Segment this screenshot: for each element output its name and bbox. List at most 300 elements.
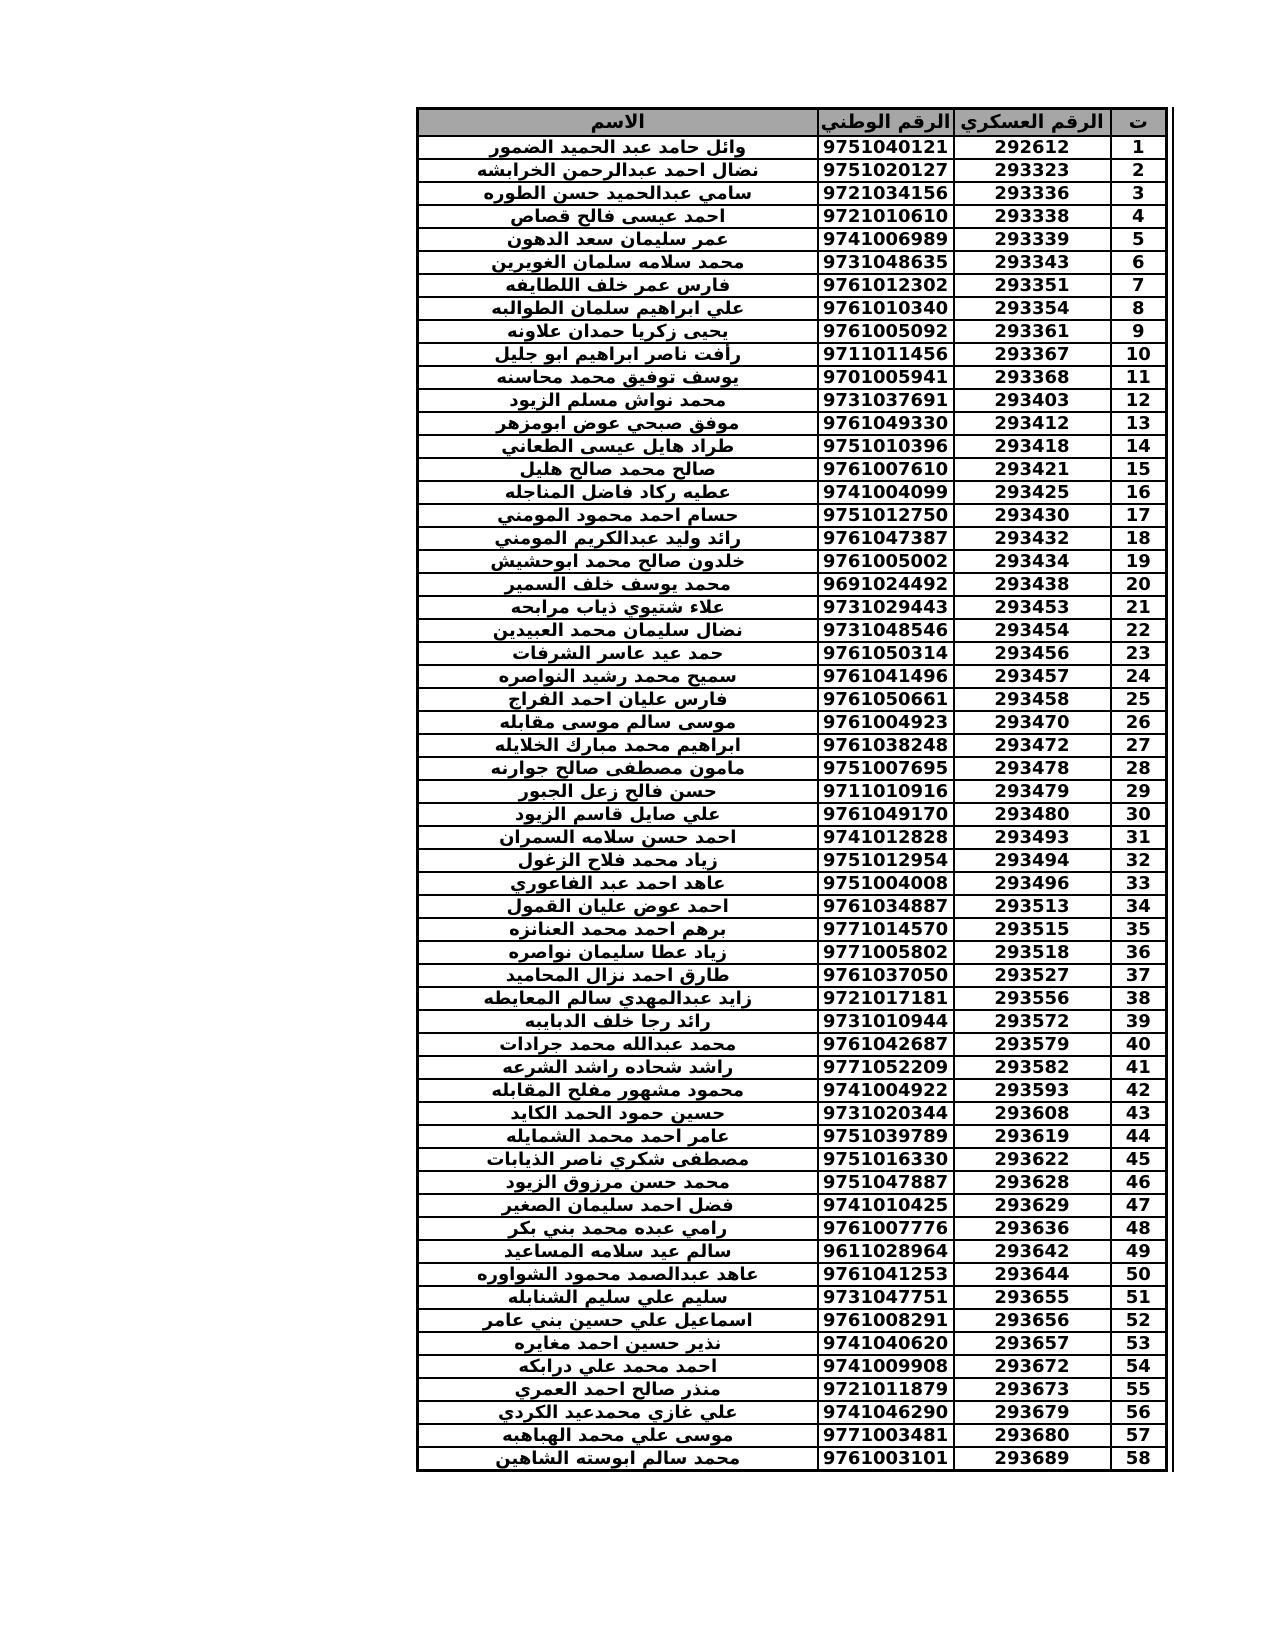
cell-military: 293608	[954, 1102, 1111, 1125]
cell-national: 9761041253	[818, 1263, 954, 1286]
cell-serial: 48	[1111, 1217, 1167, 1240]
cell-national: 9761005092	[818, 320, 954, 343]
table-row	[418, 1194, 1167, 1217]
table-row	[418, 504, 1167, 527]
cell-military: 293336	[954, 182, 1111, 205]
cell-national: 9761010340	[818, 297, 954, 320]
cell-name: محمد يوسف خلف السمير	[418, 573, 818, 596]
table-row	[418, 1309, 1167, 1332]
table-row	[418, 918, 1167, 941]
cell-serial: 6	[1111, 251, 1167, 274]
table-row	[418, 964, 1167, 987]
cell-serial: 28	[1111, 757, 1167, 780]
cell-name: علي ابراهيم سلمان الطوالبه	[418, 297, 818, 320]
cell-serial: 1	[1111, 136, 1167, 159]
cell-national: 9711011456	[818, 343, 954, 366]
cell-name: موسى علي محمد الهباهبه	[418, 1424, 818, 1447]
cell-military: 293438	[954, 573, 1111, 596]
cell-national: 9741046290	[818, 1401, 954, 1424]
cell-national: 9761047387	[818, 527, 954, 550]
cell-serial: 43	[1111, 1102, 1167, 1125]
table-row	[418, 1263, 1167, 1286]
cell-national: 9741004922	[818, 1079, 954, 1102]
table-row	[418, 1125, 1167, 1148]
cell-name: زايد عبدالمهدي سالم المعايطه	[418, 987, 818, 1010]
table-row	[418, 1286, 1167, 1309]
cell-national: 9721017181	[818, 987, 954, 1010]
cell-military: 293421	[954, 458, 1111, 481]
cell-name: فضل احمد سليمان الصغير	[418, 1194, 818, 1217]
cell-serial: 58	[1111, 1447, 1167, 1471]
cell-serial: 2	[1111, 159, 1167, 182]
cell-serial: 45	[1111, 1148, 1167, 1171]
table-row	[418, 688, 1167, 711]
cell-national: 9761003101	[818, 1447, 954, 1471]
table-row	[418, 274, 1167, 297]
roster-body	[418, 136, 1167, 1471]
cell-national: 9741004099	[818, 481, 954, 504]
cell-national: 9741009908	[818, 1355, 954, 1378]
cell-name: رأفت ناصر ابراهيم ابو جليل	[418, 343, 818, 366]
cell-national: 9721011879	[818, 1378, 954, 1401]
cell-military: 293657	[954, 1332, 1111, 1355]
cell-name: عطيه ركاد فاضل المناجله	[418, 481, 818, 504]
cell-military: 293432	[954, 527, 1111, 550]
cell-national: 9721010610	[818, 205, 954, 228]
cell-name: زياد عطا سليمان نواصره	[418, 941, 818, 964]
cell-national: 9731037691	[818, 389, 954, 412]
header-serial: ت	[1111, 109, 1167, 137]
cell-name: حسن فالح زعل الجبور	[418, 780, 818, 803]
cell-military: 293689	[954, 1447, 1111, 1471]
cell-name: مصطفى شكري ناصر الذيابات	[418, 1148, 818, 1171]
cell-serial: 55	[1111, 1378, 1167, 1401]
cell-name: علاء شتيوي ذياب مرابحه	[418, 596, 818, 619]
cell-serial: 42	[1111, 1079, 1167, 1102]
cell-serial: 25	[1111, 688, 1167, 711]
cell-military: 293456	[954, 642, 1111, 665]
header-national: الرقم الوطني	[818, 109, 954, 137]
table-row	[418, 941, 1167, 964]
cell-military: 293579	[954, 1033, 1111, 1056]
cell-name: نضال احمد عبدالرحمن الخرابشه	[418, 159, 818, 182]
cell-military: 293644	[954, 1263, 1111, 1286]
cell-national: 9761034887	[818, 895, 954, 918]
cell-military: 292612	[954, 136, 1111, 159]
cell-name: احمد محمد علي درابكه	[418, 1355, 818, 1378]
cell-serial: 16	[1111, 481, 1167, 504]
cell-serial: 20	[1111, 573, 1167, 596]
cell-name: علي غازي محمدعيد الكردي	[418, 1401, 818, 1424]
table-row	[418, 136, 1167, 159]
cell-national: 9761007776	[818, 1217, 954, 1240]
cell-serial: 11	[1111, 366, 1167, 389]
cell-national: 9761004923	[818, 711, 954, 734]
cell-name: طارق احمد نزال المحاميد	[418, 964, 818, 987]
cell-serial: 30	[1111, 803, 1167, 826]
table-row	[418, 182, 1167, 205]
table-row	[418, 826, 1167, 849]
cell-national: 9761038248	[818, 734, 954, 757]
cell-military: 293472	[954, 734, 1111, 757]
table-row	[418, 803, 1167, 826]
cell-military: 293493	[954, 826, 1111, 849]
table-row	[418, 642, 1167, 665]
cell-national: 9771014570	[818, 918, 954, 941]
cell-national: 9761005002	[818, 550, 954, 573]
cell-military: 293582	[954, 1056, 1111, 1079]
cell-name: اسماعيل علي حسين بني عامر	[418, 1309, 818, 1332]
cell-name: نذير حسين احمد مغايره	[418, 1332, 818, 1355]
cell-military: 293351	[954, 274, 1111, 297]
table-row	[418, 1102, 1167, 1125]
cell-military: 293368	[954, 366, 1111, 389]
cell-military: 293323	[954, 159, 1111, 182]
cell-national: 9751047887	[818, 1171, 954, 1194]
cell-serial: 22	[1111, 619, 1167, 642]
cell-military: 293434	[954, 550, 1111, 573]
cell-national: 9721034156	[818, 182, 954, 205]
cell-name: محمد عبدالله محمد جرادات	[418, 1033, 818, 1056]
cell-national: 9701005941	[818, 366, 954, 389]
cell-name: حسين حمود الحمد الكايد	[418, 1102, 818, 1125]
cell-national: 9771003481	[818, 1424, 954, 1447]
cell-national: 9751012954	[818, 849, 954, 872]
cell-national: 9761042687	[818, 1033, 954, 1056]
cell-national: 9761007610	[818, 458, 954, 481]
table-row	[418, 1171, 1167, 1194]
cell-serial: 47	[1111, 1194, 1167, 1217]
table-row	[418, 251, 1167, 274]
table-row	[418, 665, 1167, 688]
cell-serial: 52	[1111, 1309, 1167, 1332]
cell-serial: 19	[1111, 550, 1167, 573]
cell-serial: 32	[1111, 849, 1167, 872]
cell-military: 293572	[954, 1010, 1111, 1033]
cell-military: 293680	[954, 1424, 1111, 1447]
table-row	[418, 1401, 1167, 1424]
table-row	[418, 1240, 1167, 1263]
table-row	[418, 1378, 1167, 1401]
cell-name: رامي عبده محمد بني بكر	[418, 1217, 818, 1240]
table-row	[418, 1447, 1167, 1471]
cell-serial: 44	[1111, 1125, 1167, 1148]
cell-military: 293457	[954, 665, 1111, 688]
table-row	[418, 205, 1167, 228]
cell-serial: 49	[1111, 1240, 1167, 1263]
cell-military: 293453	[954, 596, 1111, 619]
table-row	[418, 1332, 1167, 1355]
table-row	[418, 297, 1167, 320]
cell-military: 293622	[954, 1148, 1111, 1171]
cell-military: 293679	[954, 1401, 1111, 1424]
cell-military: 293556	[954, 987, 1111, 1010]
table-row	[418, 458, 1167, 481]
cell-serial: 40	[1111, 1033, 1167, 1056]
cell-national: 9731047751	[818, 1286, 954, 1309]
cell-serial: 5	[1111, 228, 1167, 251]
cell-name: طراد هايل عيسى الطعاني	[418, 435, 818, 458]
table-row	[418, 527, 1167, 550]
cell-serial: 46	[1111, 1171, 1167, 1194]
cell-serial: 23	[1111, 642, 1167, 665]
cell-name: عاهد احمد عبد الفاعوري	[418, 872, 818, 895]
roster-table	[416, 107, 1168, 1472]
header-row	[418, 109, 1167, 137]
cell-military: 293515	[954, 918, 1111, 941]
cell-national: 9731048635	[818, 251, 954, 274]
cell-name: احمد حسن سلامه السمران	[418, 826, 818, 849]
cell-serial: 50	[1111, 1263, 1167, 1286]
cell-name: محمود مشهور مفلح المقابله	[418, 1079, 818, 1102]
cell-national: 9691024492	[818, 573, 954, 596]
cell-serial: 38	[1111, 987, 1167, 1010]
table-row	[418, 734, 1167, 757]
cell-military: 293470	[954, 711, 1111, 734]
cell-military: 293354	[954, 297, 1111, 320]
cell-military: 293454	[954, 619, 1111, 642]
table-row	[418, 849, 1167, 872]
cell-national: 9731048546	[818, 619, 954, 642]
cell-national: 9761050661	[818, 688, 954, 711]
cell-national: 9761008291	[818, 1309, 954, 1332]
cell-name: موسى سالم موسى مقابله	[418, 711, 818, 734]
cell-serial: 15	[1111, 458, 1167, 481]
cell-name: حسام احمد محمود المومني	[418, 504, 818, 527]
table-row	[418, 228, 1167, 251]
cell-serial: 51	[1111, 1286, 1167, 1309]
table-row	[418, 1355, 1167, 1378]
cell-name: وائل حامد عبد الحميد الضمور	[418, 136, 818, 159]
cell-military: 293339	[954, 228, 1111, 251]
table-row	[418, 1056, 1167, 1079]
cell-national: 9761041496	[818, 665, 954, 688]
cell-national: 9711010916	[818, 780, 954, 803]
cell-serial: 21	[1111, 596, 1167, 619]
table-row	[418, 389, 1167, 412]
cell-name: سميح محمد رشيد النواصره	[418, 665, 818, 688]
cell-serial: 8	[1111, 297, 1167, 320]
cell-national: 9751004008	[818, 872, 954, 895]
cell-name: برهم احمد محمد العنانزه	[418, 918, 818, 941]
table-row	[418, 711, 1167, 734]
cell-national: 9731010944	[818, 1010, 954, 1033]
cell-name: عاهد عبدالصمد محمود الشواوره	[418, 1263, 818, 1286]
cell-national: 9751012750	[818, 504, 954, 527]
cell-name: رائد وليد عبدالكريم المومني	[418, 527, 818, 550]
cell-serial: 54	[1111, 1355, 1167, 1378]
cell-national: 9761037050	[818, 964, 954, 987]
cell-national: 9731020344	[818, 1102, 954, 1125]
cell-military: 293494	[954, 849, 1111, 872]
cell-name: سامي عبدالحميد حسن الطوره	[418, 182, 818, 205]
cell-military: 293629	[954, 1194, 1111, 1217]
table-row	[418, 872, 1167, 895]
table-row	[418, 366, 1167, 389]
cell-name: يوسف توفيق محمد محاسنه	[418, 366, 818, 389]
cell-national: 9761049170	[818, 803, 954, 826]
table-row	[418, 550, 1167, 573]
cell-military: 293458	[954, 688, 1111, 711]
cell-name: منذر صالح احمد العمري	[418, 1378, 818, 1401]
cell-name: سليم علي سليم الشنابله	[418, 1286, 818, 1309]
cell-serial: 10	[1111, 343, 1167, 366]
cell-national: 9741012828	[818, 826, 954, 849]
cell-military: 293479	[954, 780, 1111, 803]
cell-national: 9611028964	[818, 1240, 954, 1263]
cell-serial: 9	[1111, 320, 1167, 343]
header-name: الاسم	[418, 109, 818, 137]
cell-national: 9751010396	[818, 435, 954, 458]
cell-military: 293656	[954, 1309, 1111, 1332]
table-row	[418, 1010, 1167, 1033]
cell-name: عمر سليمان سعد الدهون	[418, 228, 818, 251]
header-military: الرقم العسكري	[954, 109, 1111, 137]
table-row	[418, 343, 1167, 366]
cell-military: 293403	[954, 389, 1111, 412]
cell-national: 9761050314	[818, 642, 954, 665]
table-row	[418, 619, 1167, 642]
cell-military: 293478	[954, 757, 1111, 780]
cell-national: 9741040620	[818, 1332, 954, 1355]
cell-name: عامر احمد محمد الشمايله	[418, 1125, 818, 1148]
cell-name: خلدون صالح محمد ابوحشيش	[418, 550, 818, 573]
table-row	[418, 1079, 1167, 1102]
cell-serial: 57	[1111, 1424, 1167, 1447]
cell-military: 293672	[954, 1355, 1111, 1378]
cell-name: يحيى زكريا حمدان علاونه	[418, 320, 818, 343]
cell-national: 9751016330	[818, 1148, 954, 1171]
cell-name: راشد شحاده راشد الشرعه	[418, 1056, 818, 1079]
cell-military: 293628	[954, 1171, 1111, 1194]
table-row	[418, 780, 1167, 803]
cell-name: صالح محمد صالح هليل	[418, 458, 818, 481]
cell-military: 293673	[954, 1378, 1111, 1401]
cell-national: 9731029443	[818, 596, 954, 619]
cell-name: علي صايل قاسم الزيود	[418, 803, 818, 826]
cell-serial: 24	[1111, 665, 1167, 688]
cell-national: 9751007695	[818, 757, 954, 780]
table-row	[418, 1148, 1167, 1171]
table-row	[418, 596, 1167, 619]
cell-name: رائد رجا خلف الدبايبه	[418, 1010, 818, 1033]
cell-name: سالم عيد سلامه المساعيد	[418, 1240, 818, 1263]
cell-national: 9771052209	[818, 1056, 954, 1079]
cell-serial: 56	[1111, 1401, 1167, 1424]
cell-serial: 39	[1111, 1010, 1167, 1033]
cell-serial: 36	[1111, 941, 1167, 964]
table-row	[418, 895, 1167, 918]
cell-name: فارس عليان احمد الفراج	[418, 688, 818, 711]
cell-national: 9761049330	[818, 412, 954, 435]
cell-military: 293593	[954, 1079, 1111, 1102]
cell-national: 9751040121	[818, 136, 954, 159]
table-row	[418, 1424, 1167, 1447]
cell-serial: 37	[1111, 964, 1167, 987]
cell-name: حمد عيد عاسر الشرفات	[418, 642, 818, 665]
roster-header	[418, 109, 1167, 137]
cell-military: 293518	[954, 941, 1111, 964]
cell-military: 293642	[954, 1240, 1111, 1263]
table-row	[418, 1033, 1167, 1056]
roster-table-container	[416, 107, 1168, 1472]
cell-name: زياد محمد فلاح الزغول	[418, 849, 818, 872]
cell-serial: 41	[1111, 1056, 1167, 1079]
cell-name: ابراهيم محمد مبارك الخلايله	[418, 734, 818, 757]
cell-name: مامون مصطفى صالح جوارنه	[418, 757, 818, 780]
cell-name: احمد عوض عليان القمول	[418, 895, 818, 918]
cell-serial: 12	[1111, 389, 1167, 412]
cell-serial: 29	[1111, 780, 1167, 803]
table-row	[418, 1217, 1167, 1240]
cell-serial: 7	[1111, 274, 1167, 297]
cell-serial: 34	[1111, 895, 1167, 918]
cell-name: محمد سالم ابوسته الشاهين	[418, 1447, 818, 1471]
cell-military: 293513	[954, 895, 1111, 918]
cell-military: 293480	[954, 803, 1111, 826]
table-row	[418, 481, 1167, 504]
cell-name: فارس عمر خلف اللطايفه	[418, 274, 818, 297]
cell-national: 9771005802	[818, 941, 954, 964]
cell-serial: 35	[1111, 918, 1167, 941]
cell-serial: 14	[1111, 435, 1167, 458]
table-row	[418, 987, 1167, 1010]
table-row	[418, 435, 1167, 458]
cell-name: محمد نواش مسلم الزيود	[418, 389, 818, 412]
table-row	[418, 757, 1167, 780]
cell-serial: 18	[1111, 527, 1167, 550]
cell-military: 293412	[954, 412, 1111, 435]
cell-serial: 53	[1111, 1332, 1167, 1355]
cell-military: 293527	[954, 964, 1111, 987]
cell-military: 293655	[954, 1286, 1111, 1309]
table-row	[418, 412, 1167, 435]
cell-name: محمد سلامه سلمان الغويرين	[418, 251, 818, 274]
outer-right-rule	[1172, 107, 1174, 1472]
table-row	[418, 573, 1167, 596]
cell-military: 293425	[954, 481, 1111, 504]
cell-serial: 4	[1111, 205, 1167, 228]
cell-national: 9751020127	[818, 159, 954, 182]
cell-serial: 31	[1111, 826, 1167, 849]
cell-serial: 3	[1111, 182, 1167, 205]
cell-national: 9741010425	[818, 1194, 954, 1217]
cell-military: 293496	[954, 872, 1111, 895]
cell-military: 293619	[954, 1125, 1111, 1148]
cell-name: موفق صبحي عوض ابومزهر	[418, 412, 818, 435]
cell-national: 9741006989	[818, 228, 954, 251]
cell-military: 293361	[954, 320, 1111, 343]
table-row	[418, 159, 1167, 182]
cell-name: نضال سليمان محمد العبيدين	[418, 619, 818, 642]
cell-military: 293636	[954, 1217, 1111, 1240]
cell-national: 9751039789	[818, 1125, 954, 1148]
cell-military: 293430	[954, 504, 1111, 527]
cell-serial: 27	[1111, 734, 1167, 757]
cell-serial: 17	[1111, 504, 1167, 527]
cell-military: 293418	[954, 435, 1111, 458]
cell-name: محمد حسن مرزوق الزيود	[418, 1171, 818, 1194]
cell-name: احمد عيسى فالح قصاص	[418, 205, 818, 228]
cell-serial: 33	[1111, 872, 1167, 895]
cell-serial: 26	[1111, 711, 1167, 734]
cell-military: 293343	[954, 251, 1111, 274]
cell-military: 293367	[954, 343, 1111, 366]
cell-military: 293338	[954, 205, 1111, 228]
table-row	[418, 320, 1167, 343]
cell-serial: 13	[1111, 412, 1167, 435]
cell-national: 9761012302	[818, 274, 954, 297]
